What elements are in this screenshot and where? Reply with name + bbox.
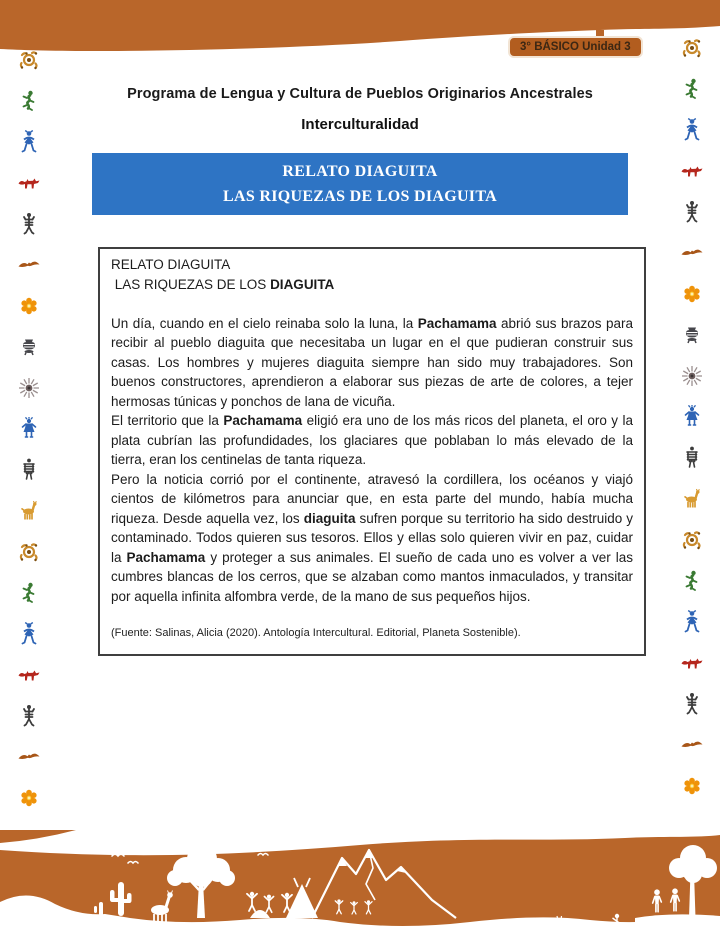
- shaman-icon: [17, 130, 41, 154]
- left-petroglyph-column: [17, 48, 41, 810]
- program-title: Programa de Lengua y Cultura de Pueblos Originarios Ancestrales: [127, 86, 593, 102]
- footer-landscape-illustration: [0, 830, 720, 932]
- flower-icon: [680, 282, 704, 306]
- shaman-icon: [680, 610, 704, 634]
- banner-line1: RELATO DIAGUITA: [282, 162, 438, 180]
- flower-icon: [680, 774, 704, 798]
- story-heading: [111, 255, 633, 294]
- dancer-icon: [680, 405, 704, 429]
- sun-petroglyph-icon: [680, 36, 704, 60]
- fox-icon: [680, 651, 704, 675]
- pottery-icon: [17, 335, 41, 359]
- ancestor-icon: [17, 704, 41, 728]
- story-source: (Fuente: Salinas, Alicia (2020). Antología Intercultural. Editorial, Planeta Sostenible).: [111, 627, 521, 639]
- lizard-icon: [17, 581, 41, 605]
- wave-sliver: [0, 830, 76, 843]
- story-banner: [92, 153, 628, 215]
- story-box: [98, 247, 646, 656]
- condor-icon: [17, 745, 41, 769]
- dancer-icon: [17, 417, 41, 441]
- sun-petroglyph-icon: [17, 48, 41, 72]
- story-paragraph: Un día, cuando en el cielo reinaba solo la luna, la Pachamama abrió sus brazos para recibir al pueblo diaguita que necesitaba un lugar en el que pudieran construir sus casas. Los hombres y mujeres diaguita siempre han sido muy trabajadores. Son buenos constructores, aprendieron a elaborar sus piezas de arte de colores, a tejer hermosas túnicas y ponchos de lana de vicuña.: [111, 315, 633, 409]
- sun-petroglyph-icon: [680, 528, 704, 552]
- starburst-icon: [17, 376, 41, 400]
- weaver-icon: [17, 458, 41, 482]
- flower-icon: [17, 786, 41, 810]
- ancestor-icon: [17, 212, 41, 236]
- ground-right-icon: [635, 914, 720, 932]
- story-paragraph: El territorio que la Pachamama eligió era uno de los más ricos del planeta, el oro y la plata cubrían las profundidades, los glaciares que poblaban lo más elevado de la tierra, eran los centinelas de tanta riqueza.: [111, 413, 633, 467]
- ancestor-icon: [680, 200, 704, 224]
- story-paragraph: Pero la noticia corrió por el continente, atravesó la cordillera, los océanos y viajó cientos de kilómetros para anunciar que, en esta parte del mundo, había mucha riqueza. Desde aquella vez, los diaguita sufren porque su territorio ha sido destruido y contaminado. Todos quieren sus tesoros. Ellos y ellas solo quieren vivir en paz, cuidar la Pachamama y proteger a sus animales. El sueño de cada uno es volver a ver las cumbres blancas de los cerros, que se alzaban como mantos inmaculados, y transitar por aquella infinita alfombra verde, de la mano de sus pequeños hijos.: [111, 471, 633, 604]
- banner-line2: LAS RIQUEZAS DE LOS DIAGUITA: [223, 187, 497, 205]
- fox-icon: [17, 171, 41, 195]
- program-subtitle: Interculturalidad: [301, 116, 419, 133]
- fox-icon: [17, 663, 41, 687]
- shaman-icon: [680, 118, 704, 142]
- fox-icon: [680, 159, 704, 183]
- weaver-icon: [680, 446, 704, 470]
- llama-icon: [17, 499, 41, 523]
- condor-icon: [17, 253, 41, 277]
- starburst-icon: [680, 364, 704, 388]
- lizard-icon: [680, 569, 704, 593]
- shaman-icon: [17, 622, 41, 646]
- ancestor-icon: [680, 692, 704, 716]
- pottery-icon: [680, 323, 704, 347]
- flower-icon: [17, 294, 41, 318]
- condor-icon: [680, 241, 704, 265]
- unit-badge: 3° BÁSICO Unidad 3: [508, 36, 643, 58]
- condor-icon: [680, 733, 704, 757]
- lizard-icon: [17, 89, 41, 113]
- right-petroglyph-column: [680, 36, 704, 798]
- story-heading-line1: RELATO DIAGUITA: [111, 257, 231, 272]
- story-heading-line2: LAS RIQUEZAS DE LOS DIAGUITA: [111, 276, 335, 292]
- llama-icon: [680, 487, 704, 511]
- sun-petroglyph-icon: [17, 540, 41, 564]
- story-paragraphs: [111, 314, 633, 607]
- lizard-icon: [680, 77, 704, 101]
